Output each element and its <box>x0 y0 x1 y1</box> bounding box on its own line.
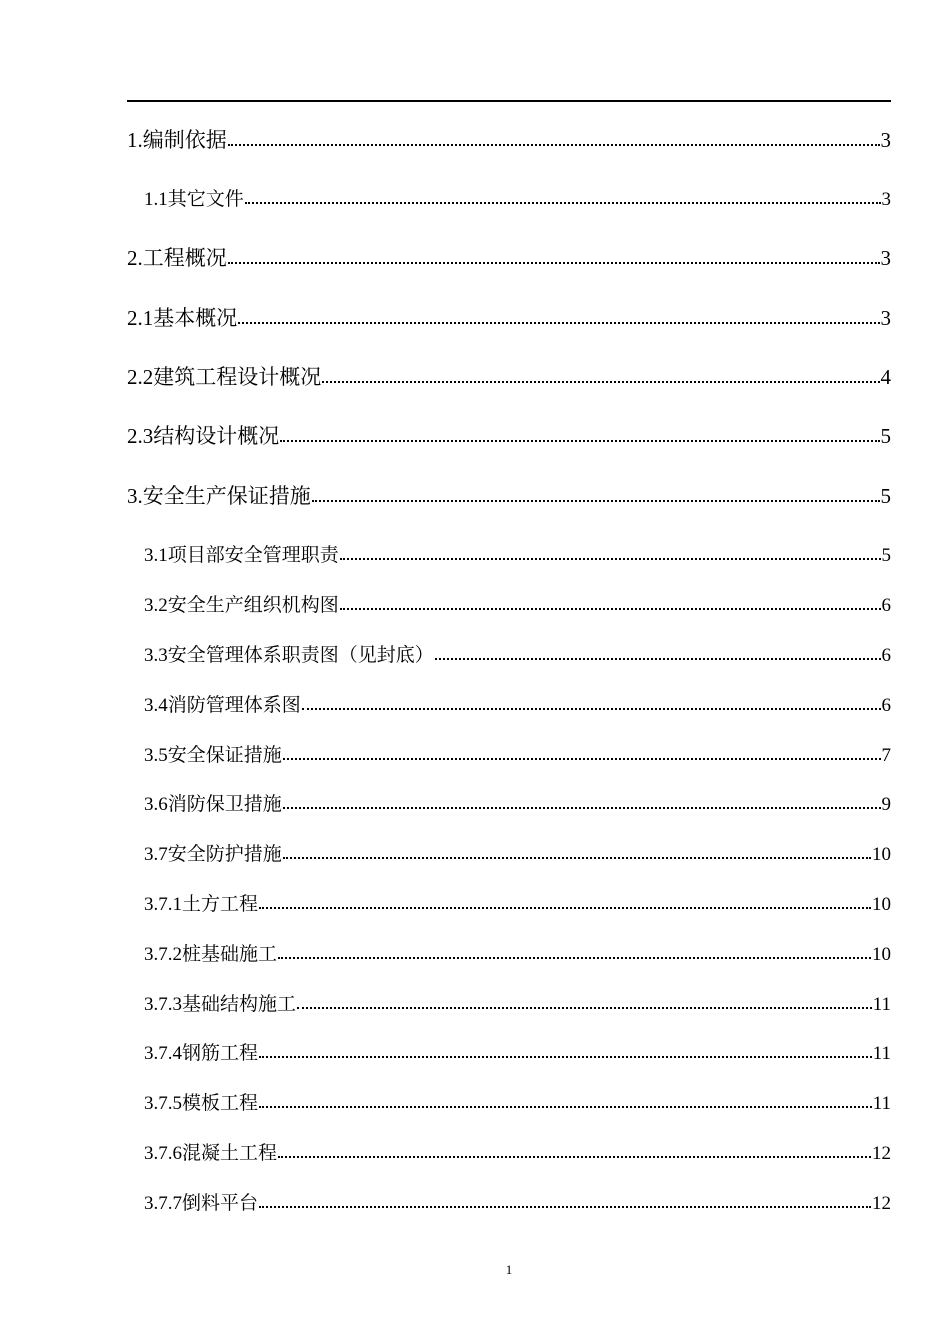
toc-leader-dots <box>283 801 881 809</box>
toc-entry-title: 基本概况 <box>153 306 238 330</box>
toc-entry-title: 倒料平台 <box>182 1192 259 1214</box>
toc-entry[interactable] <box>144 1138 891 1164</box>
toc-entry-page: 6 <box>881 695 891 716</box>
toc-entry-number: 1. <box>127 128 143 152</box>
toc-entry-number: 3.7.6 <box>144 1143 182 1164</box>
toc-entry-number: 3.7.4 <box>144 1043 182 1064</box>
toc-leader-dots <box>245 196 881 204</box>
toc-leader-dots <box>228 256 880 264</box>
toc-entry-title: 钢筋工程 <box>182 1042 259 1064</box>
toc-entry-number: 3.7 <box>144 844 168 865</box>
toc-entry-title: 安全防护措施 <box>167 843 282 865</box>
toc-entry-title: 安全生产保证措施 <box>142 484 311 508</box>
toc-leader-dots <box>312 494 880 502</box>
toc-entry-page: 6 <box>881 645 891 666</box>
toc-entry-number: 3.1 <box>144 545 168 566</box>
toc-entry-number: 3.7.5 <box>144 1093 182 1114</box>
toc-entry-page: 10 <box>872 844 891 865</box>
toc-entry-number: 3.3 <box>144 645 168 666</box>
toc-leader-dots <box>228 138 880 146</box>
toc-entry-page: 7 <box>881 745 891 766</box>
toc-leader-dots <box>283 752 881 760</box>
toc-leader-dots <box>238 316 879 324</box>
toc-entry-page: 4 <box>880 365 891 389</box>
toc-entry-title: 消防保卫措施 <box>167 793 282 815</box>
toc-entry[interactable] <box>144 184 891 210</box>
toc-entry-number: 1.1 <box>144 189 168 210</box>
toc-entry-number: 2. <box>127 246 143 270</box>
toc-entry-number: 3.4 <box>144 695 168 716</box>
toc-entry-page: 10 <box>872 894 891 915</box>
toc-entry-page: 5 <box>880 484 891 508</box>
toc-entry-title: 模板工程 <box>182 1092 259 1114</box>
toc-leader-dots <box>340 552 881 560</box>
toc-entry-title: 工程概况 <box>142 246 227 270</box>
toc-entry-page: 12 <box>872 1193 891 1214</box>
toc-entry[interactable] <box>144 740 891 766</box>
toc-entry[interactable] <box>144 939 891 965</box>
toc-entry-title: 安全生产组织机构图 <box>167 594 339 616</box>
toc-entry-number: 3.7.7 <box>144 1193 182 1214</box>
toc-entry-page: 3 <box>881 189 891 210</box>
toc-entry-page: 3 <box>880 128 891 152</box>
toc-entry-number: 2.1 <box>127 306 154 330</box>
toc-entry-title: 项目部安全管理职责 <box>167 544 339 566</box>
toc-entry[interactable] <box>127 242 891 270</box>
toc-entry-page: 5 <box>881 545 891 566</box>
toc-entry-page: 11 <box>872 994 891 1015</box>
toc-entry[interactable] <box>144 690 891 716</box>
toc-entry-number: 2.3 <box>127 424 154 448</box>
toc-entry-title: 混凝土工程 <box>182 1142 278 1164</box>
toc-entry[interactable] <box>127 480 891 508</box>
toc-entry-page: 11 <box>872 1093 891 1114</box>
toc-leader-dots <box>283 851 871 859</box>
toc-entry[interactable] <box>144 540 891 566</box>
toc-entry-number: 3.2 <box>144 595 168 616</box>
toc-leader-dots <box>259 1100 872 1108</box>
toc-entry-title: 结构设计概况 <box>153 424 280 448</box>
toc-entry-title: 建筑工程设计概况 <box>153 365 322 389</box>
toc-entry[interactable] <box>144 640 891 666</box>
toc-entry-title: 土方工程 <box>182 893 259 915</box>
toc-entry-title: 安全保证措施 <box>167 744 282 766</box>
toc-entry-title: 基础结构施工 <box>182 993 297 1015</box>
toc-entry-number: 3.7.2 <box>144 944 182 965</box>
toc-entry[interactable] <box>127 302 891 330</box>
toc-entry-page: 9 <box>881 794 891 815</box>
toc-entry[interactable] <box>127 420 891 448</box>
toc-entry-page: 3 <box>880 306 891 330</box>
toc-leader-dots <box>259 1200 871 1208</box>
toc-entry-number: 2.2 <box>127 365 154 389</box>
toc-entry-title: 消防管理体系图 <box>167 694 301 716</box>
toc-leader-dots <box>280 434 879 442</box>
toc-entry-page: 10 <box>872 944 891 965</box>
toc-entry[interactable] <box>144 789 891 815</box>
toc-entry-title: 桩基础施工 <box>182 943 278 965</box>
toc-entry[interactable] <box>144 1038 891 1064</box>
toc-entry-number: 3. <box>127 484 143 508</box>
toc-leader-dots <box>278 951 871 959</box>
toc-entry[interactable] <box>144 590 891 616</box>
toc-leader-dots <box>435 652 881 660</box>
toc-entry-page: 11 <box>872 1043 891 1064</box>
toc-entry-number: 3.5 <box>144 745 168 766</box>
toc-entry-number: 3.7.1 <box>144 894 182 915</box>
toc-entry[interactable] <box>144 889 891 915</box>
toc-entry-page: 6 <box>881 595 891 616</box>
toc-entry-title: 编制依据 <box>142 128 227 152</box>
toc-entry[interactable] <box>144 839 891 865</box>
toc-entry[interactable] <box>127 124 891 152</box>
toc-entry[interactable] <box>127 361 891 389</box>
page-number: 1 <box>505 1262 513 1277</box>
toc-leader-dots <box>259 1050 872 1058</box>
toc-entry[interactable] <box>144 1088 891 1114</box>
toc-leader-dots <box>259 901 871 909</box>
toc-entry-page: 5 <box>880 424 891 448</box>
toc-leader-dots <box>340 602 881 610</box>
toc-leader-dots <box>322 375 879 383</box>
toc-leader-dots <box>278 1150 871 1158</box>
toc-entry-page: 3 <box>880 246 891 270</box>
toc-entry-title: 安全管理体系职责图（见封底） <box>167 644 434 666</box>
toc-leader-dots <box>302 702 881 710</box>
toc-leader-dots <box>297 1001 872 1009</box>
toc-entry[interactable] <box>144 989 891 1015</box>
toc-entry[interactable] <box>144 1188 891 1214</box>
toc-entry-page: 12 <box>872 1143 891 1164</box>
toc-entry-number: 3.6 <box>144 794 168 815</box>
toc-entry-title: 其它文件 <box>167 188 244 210</box>
toc-entry-number: 3.7.3 <box>144 994 182 1015</box>
